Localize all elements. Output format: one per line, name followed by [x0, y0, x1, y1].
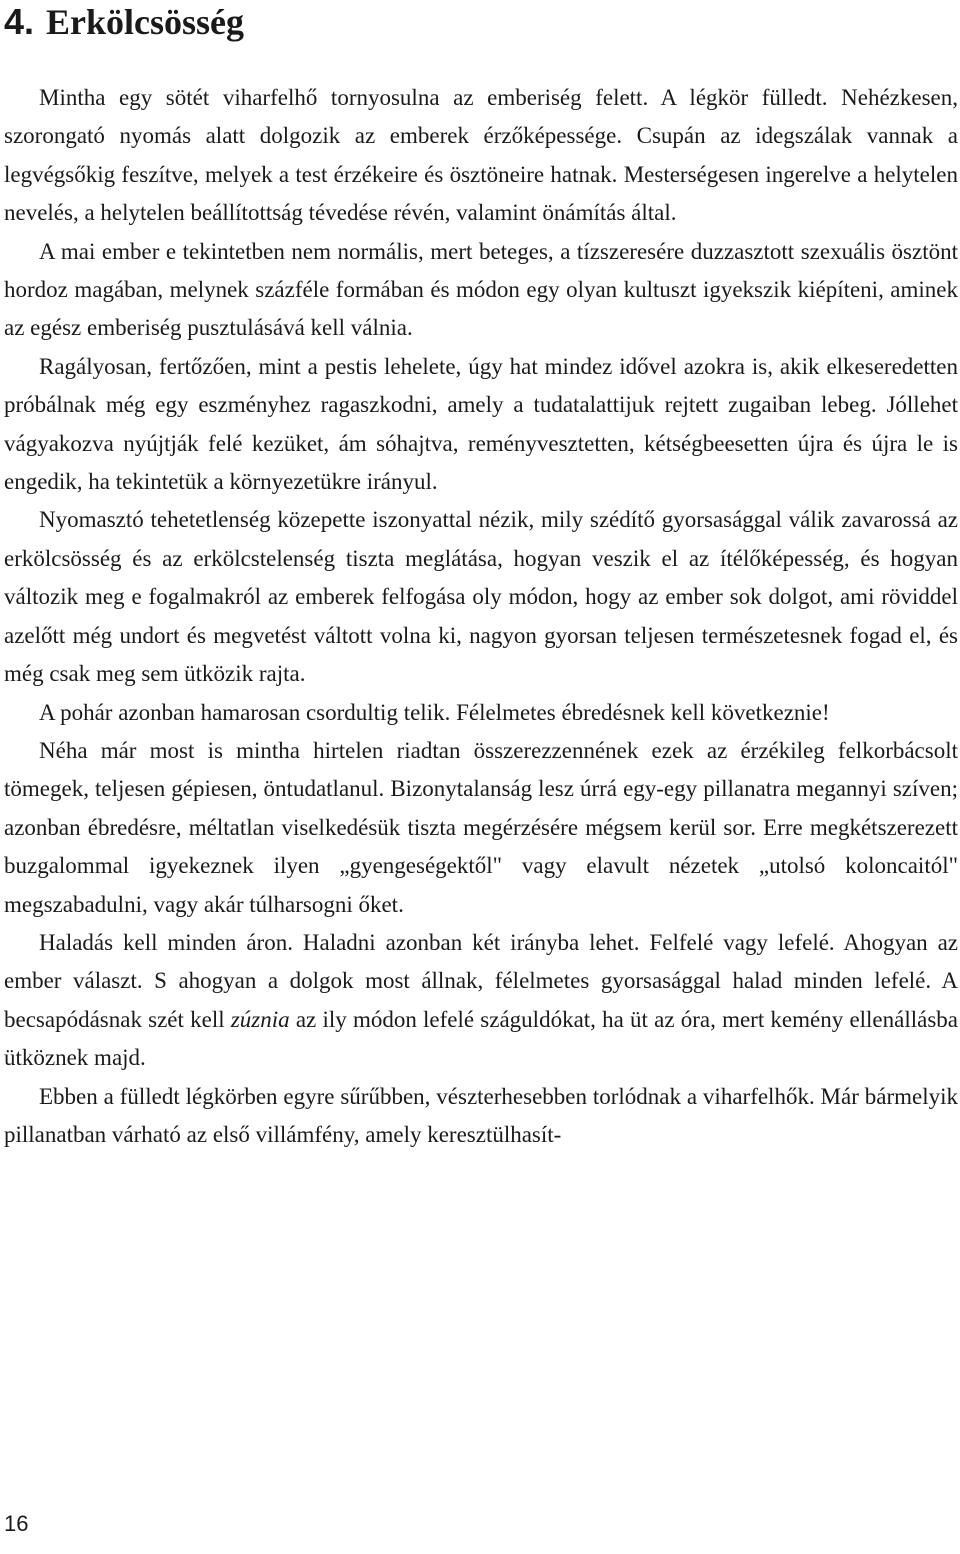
- paragraph-4: Nyomasztó tehetetlenség közepette iszonyattal nézik, mily szédítő gyorsasággal válik zavarossá az erkölcsösség és az erkölcstelenség tiszta meglátása, hogyan veszik el az ítélőképesség, és hogyan változik meg e fogalmakról az emberek felfogása oly módon, hogy az ember sok dolgot, ami röviddel azelőtt még undort és megvetést váltott volna ki, nagyon gyorsan teljesen természetesnek fogad el, és még csak meg sem ütközik rajta.: [4, 507, 958, 687]
- paragraph-7-start: Haladás kell minden áron. Haladni azonban két irányba lehet. Felfelé vagy lefelé. Ahogyan az ember választ. S ahogyan a dolgok most állnak, félelmetes gyorsasággal halad minden lefelé. A becsapódásnak szét kell: [4, 929, 958, 1032]
- paragraph-7: [4, 924, 958, 1078]
- body-text: [4, 79, 958, 1154]
- paragraph-5: A pohár azonban hamarosan csordultig telik. Félelmetes ébredésnek kell következnie!: [39, 699, 830, 725]
- paragraph-1: Mintha egy sötét viharfelhő tornyosulna az emberiség felett. A légkör fülledt. Nehézkesen, szorongató nyomás alatt dolgozik az emberek érzőképessége. Csupán az idegszálak vannak a legvégsőkig feszítve, melyek a test érzékeire és ösztöneire hatnak. Mesterségesen ingerelve a helytelen nevelés, a helytelen beállítottság tévedése révén, valamint önámítás által.: [4, 85, 958, 226]
- paragraph-7-italic: zúznia: [230, 1006, 290, 1032]
- chapter-title: [4, 0, 244, 44]
- paragraph-2: A mai ember e tekintetben nem normális, mert beteges, a tízszeresére duzzasztott szexuális ösztönt hordoz magában, melynek százféle formában és módon egy olyan kultuszt igyekszik kiépíteni, aminek az egész emberiség pusztulásává kell válnia.: [4, 238, 958, 341]
- paragraph-3: Ragályosan, fertőzően, mint a pestis lehelete, úgy hat mindez idővel azokra is, akik elkeseredetten próbálnak még egy eszményhez ragaszkodni, amely a tudatalattijuk rejtett zugaiban lebeg. Jóllehet vágyakozva nyújtják felé kezüket, ám sóhajtva, reményvesztetten, kétségbeesetten újra és újra le is engedik, ha tekintetük a környezetükre irányul.: [4, 353, 958, 495]
- chapter-title-text: Erkölcsösség: [46, 2, 245, 42]
- paragraph-6: Néha már most is mintha hirtelen riadtan összerezzennének ezek az érzékileg felkorbácsolt tömegek, teljesen gépiesen, öntudatlanul. Bizonytalanság lesz úrrá egy-egy pillanatra megannyi szíven; azonban ébredésre, méltatlan viselkedésük tiszta megérzésére mégsem kerül sor. Erre megkétszerezett buzgalommal igyekeznek ilyen „gyengeségektől" vagy elavult nézetek „utolsó koloncaitól" megszabadulni, vagy akár túlharsogni őket.: [4, 737, 958, 917]
- paragraph-8: Ebben a fülledt légkörben egyre sűrűbben, vészterhesebben torlódnak a viharfelhők. Már bármelyik pillanatban várható az első villámfény, amely keresztülhasít-: [4, 1083, 958, 1147]
- page-number: 16: [4, 1511, 29, 1536]
- chapter-number: 4.: [4, 1, 35, 42]
- paragraph-7-end: az ily módon lefelé száguldókat, ha üt az óra, mert kemény ellenállásba ütköznek majd.: [4, 1006, 959, 1071]
